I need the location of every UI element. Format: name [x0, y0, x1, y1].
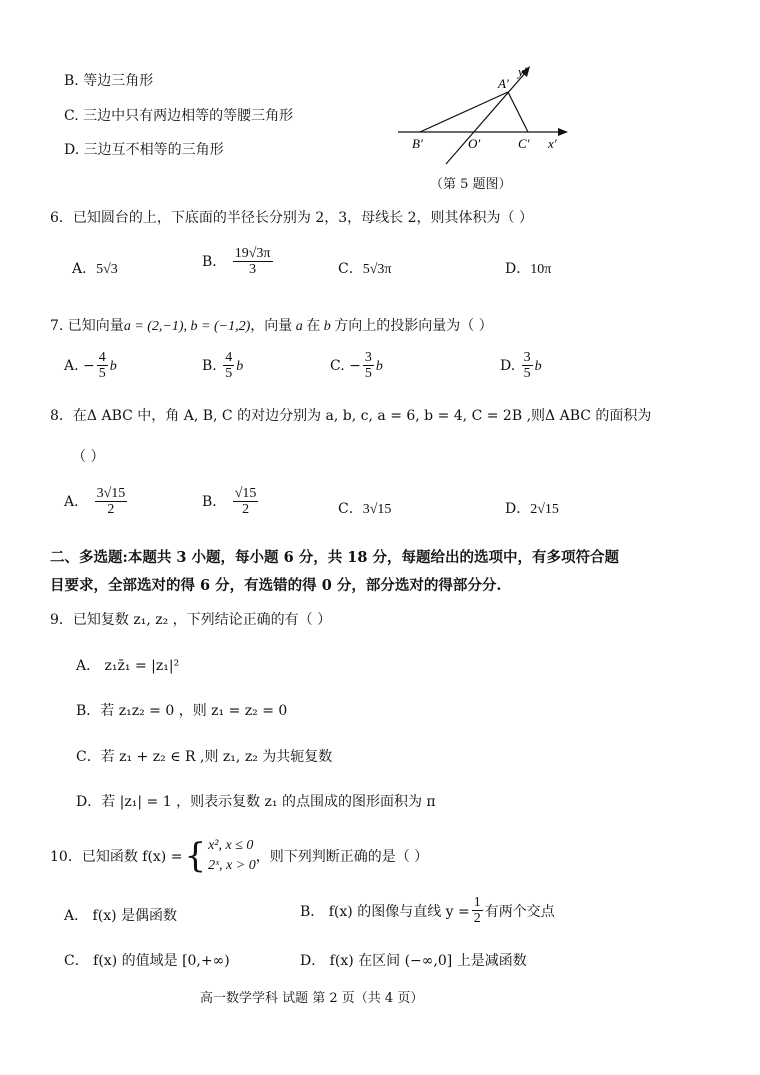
- q7-a-num: 4: [98, 350, 106, 365]
- q6-b-label: B．: [202, 253, 227, 270]
- q8-option-c: [338, 498, 391, 518]
- q8-b-den: 2: [242, 502, 250, 518]
- q7-b-num: 4: [225, 350, 233, 365]
- label-y: y′: [518, 64, 527, 79]
- q10-b-pre: B． f(x) 的图像与直线 y =: [300, 903, 470, 920]
- q10-b-num: 1: [473, 895, 481, 910]
- q7-option-c: C. − $\frac{3}{5}$ b: [330, 350, 383, 382]
- q7-d-den: 5: [523, 366, 531, 382]
- q10-stem-pre: 10．已知函数 f(x) =: [50, 848, 183, 865]
- q10-option-d: D． f(x) 在区间 (−∞,0] 上是减函数: [300, 953, 527, 969]
- figure-5-caption: （第 5 题图）: [430, 177, 512, 192]
- q8-a-label: A．: [64, 493, 89, 510]
- q6-d-label: D．: [505, 261, 531, 277]
- q8-option-d: [505, 498, 559, 518]
- q6-b-num: 19√3π: [234, 246, 271, 261]
- q9-option-c: C．若 z₁ + z₂ ∈ R ,则 z₁, z₂ 为共轭复数: [76, 749, 333, 765]
- q10-option-c: C． f(x) 的值域是 [0,+∞): [64, 953, 230, 969]
- q7-stem: 7. 已知向量a = (2,−1), b = (−1,2)，向量 a 在 b 方向上的投影向量为（ ）: [50, 318, 493, 334]
- section-2-line-2: 目要求，全部选对的得 6 分，有选错的得 0 分，部分选对的得部分分.: [50, 577, 502, 594]
- q6-option-c: [338, 258, 391, 278]
- x-arrow: [558, 128, 568, 136]
- q6-stem: 6．已知圆台的上，下底面的半径长分别为 2，3，母线长 2，则其体积为（ ）: [50, 210, 533, 226]
- q10-option-b: [300, 895, 555, 927]
- label-o: O′: [468, 136, 481, 151]
- q5-option-b: B. 等边三角形: [64, 73, 154, 89]
- section-2-line-1: 二、多选题:本题共 3 小题，每小题 6 分，共 18 分，每题给出的选项中，有多项符合题: [50, 549, 619, 566]
- q7-a-sign: −: [83, 357, 95, 374]
- q10-case-1: x², x ≤ 0: [208, 838, 254, 853]
- q8-a-num: 3√15: [96, 486, 126, 501]
- q8-paren: （ ）: [72, 449, 105, 465]
- q10-b-post: 有两个交点: [484, 903, 555, 920]
- q7-stem-mid: ，向量: [250, 318, 293, 334]
- q6-c-value: 5√3π: [362, 262, 392, 277]
- label-a: A′: [498, 76, 509, 91]
- side-ba: [420, 92, 508, 132]
- q9-option-d: D．若 |z₁| = 1 ，则表示复数 z₁ 的点围成的图形面积为 π: [76, 794, 436, 810]
- page-footer: 高一数学学科 试题 第 2 页（共 4 页）: [200, 991, 424, 1006]
- q8-b-num: √15: [234, 486, 257, 501]
- q7-option-a: A. − $\frac{4}{5}$ b: [64, 350, 117, 382]
- q9-stem: 9．已知复数 z₁, z₂ ，下列结论正确的有（ ）: [50, 612, 332, 628]
- q10-brace: {: [184, 835, 207, 876]
- q8-a-den: 2: [107, 502, 115, 518]
- q7-d-label: D.: [500, 357, 516, 374]
- q8-stem: 8．在Δ ABC 中，角 A, B, C 的对边分别为 a, b, c, a = 6, b = 4, C = 2B ,则Δ ABC 的面积为: [50, 408, 652, 424]
- q7-stem-pre: 7. 已知向量: [50, 318, 124, 334]
- side-ac: [508, 92, 528, 132]
- q5-option-d: D. 三边互不相等的三角形: [64, 142, 224, 158]
- y-axis: [446, 72, 526, 164]
- q8-c-value: 3√15: [362, 502, 392, 517]
- q7-c-sign: −: [349, 357, 361, 374]
- q5-option-c: C. 三边中只有两边相等的等腰三角形: [64, 108, 294, 124]
- label-c: C′: [518, 136, 530, 151]
- q6-c-label: C．: [338, 261, 363, 277]
- q7-vectors: a = (2,−1), b = (−1,2): [123, 319, 251, 334]
- q7-c-num: 3: [364, 350, 372, 365]
- q8-d-value: 2√15: [530, 502, 559, 517]
- q10-stem-post: ，则下列判断正确的是（ ）: [255, 848, 429, 865]
- q7-b-den: 5: [225, 366, 233, 382]
- q7-d-num: 3: [523, 350, 531, 365]
- q10-b-den: 2: [473, 911, 481, 927]
- q7-option-b: B. $\frac{4}{5}$ b: [202, 350, 244, 382]
- q6-option-a: [72, 258, 118, 278]
- q8-d-label: D．: [505, 501, 531, 517]
- q6-option-d: [505, 258, 551, 278]
- q7-c-label: C.: [330, 357, 345, 374]
- q9-option-b: B．若 z₁z₂ = 0 ，则 z₁ = z₂ = 0: [76, 703, 288, 719]
- q7-stem-post: 方向上的投影向量为（ ）: [334, 318, 493, 334]
- q7-c-den: 5: [364, 366, 372, 382]
- q8-option-b: [202, 486, 260, 518]
- label-x: x′: [548, 136, 557, 151]
- q7-a-den: 5: [98, 366, 106, 382]
- figure-5: [390, 58, 580, 168]
- q6-a-label: A．: [72, 261, 97, 277]
- q7-a-label: A.: [64, 357, 79, 374]
- q9-option-a: A． z₁z̄₁ = |z₁|²: [76, 658, 180, 674]
- q7-b-label: B.: [202, 357, 217, 374]
- q10-stem: [50, 836, 428, 875]
- q10-case-2: 2ˣ, x > 0: [208, 857, 256, 873]
- label-b: B′: [412, 136, 423, 151]
- q6-d-value: 10π: [530, 262, 552, 277]
- q6-option-b: [202, 246, 275, 278]
- q10-option-a: A． f(x) 是偶函数: [64, 908, 178, 924]
- q6-a-value: 5√3: [96, 262, 118, 277]
- q8-option-a: [64, 486, 129, 518]
- q8-b-label: B．: [202, 493, 227, 510]
- q7-option-d: D. $\frac{3}{5}$ b: [500, 350, 542, 382]
- q8-c-label: C．: [338, 501, 363, 517]
- q6-b-den: 3: [249, 262, 257, 278]
